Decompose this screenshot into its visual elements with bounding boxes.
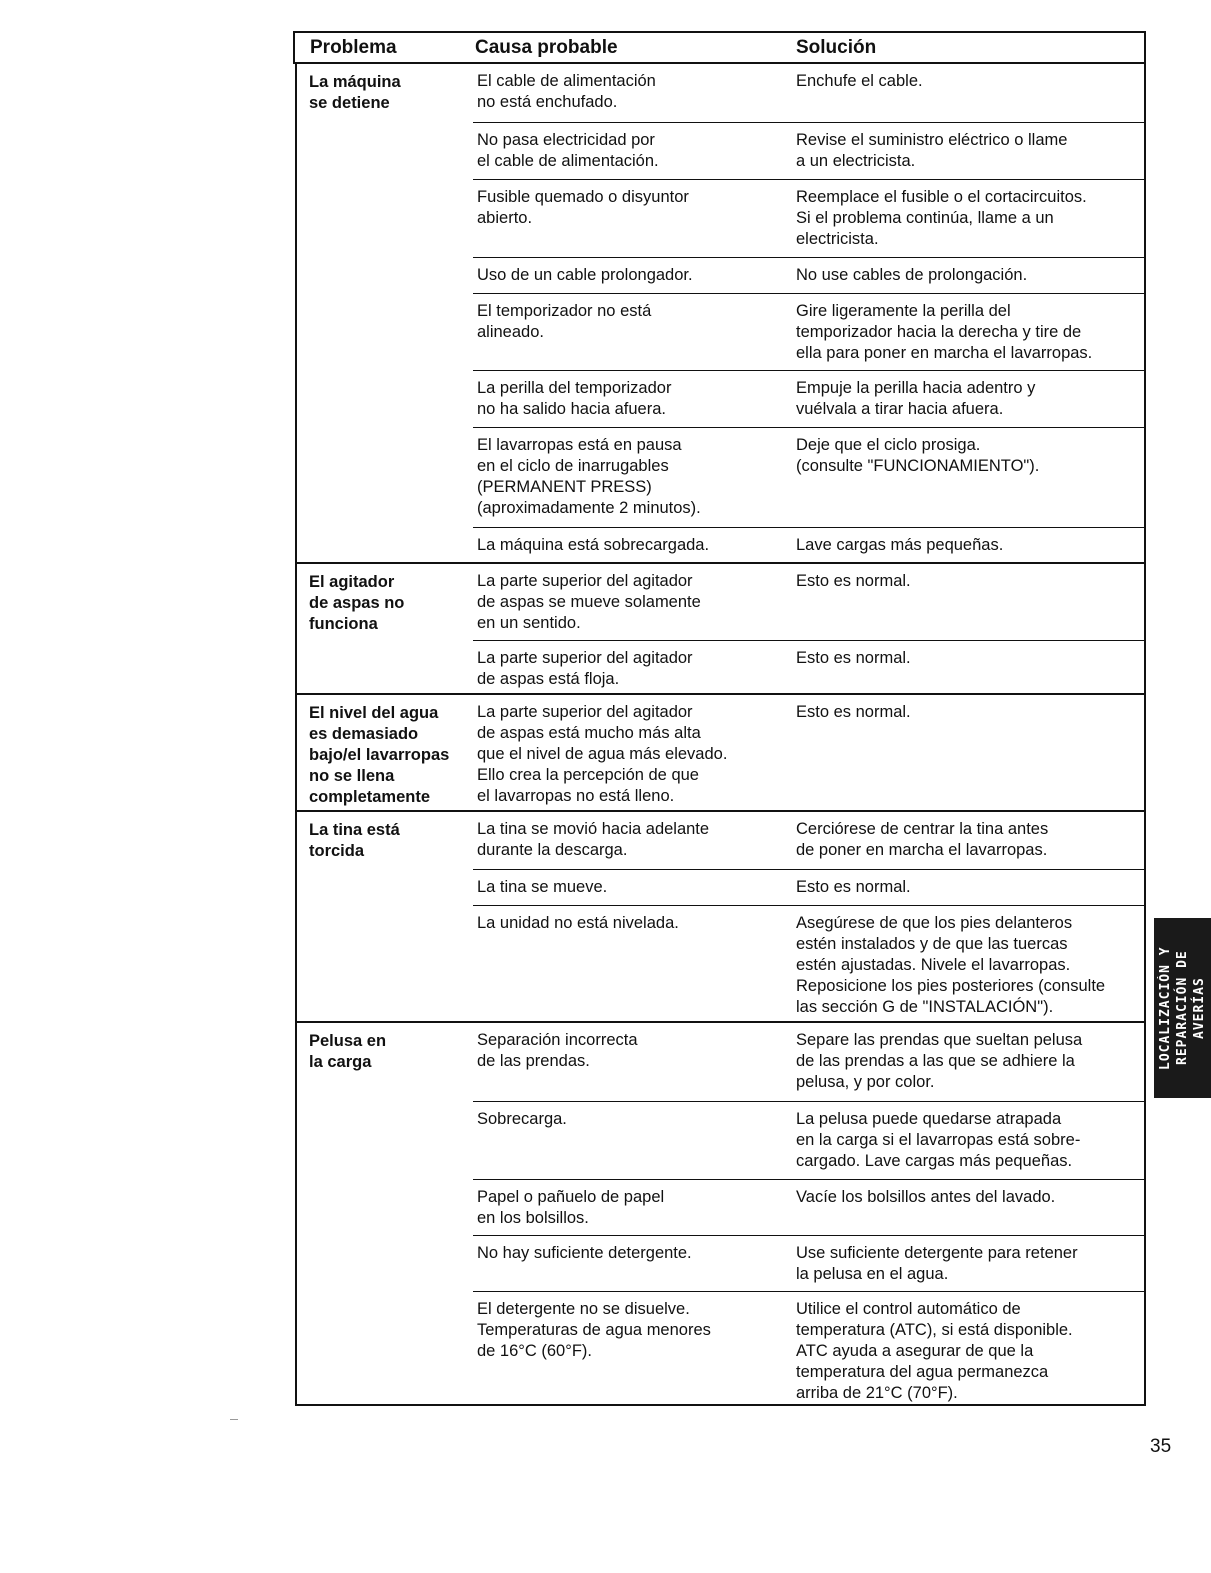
cause-cell: Sobrecarga.	[477, 1110, 567, 1128]
problem-group	[295, 64, 1146, 564]
section-side-tab	[1154, 918, 1211, 1098]
cause-cell: Separación incorrecta de las prendas.	[477, 1031, 638, 1070]
troubleshooting-table	[293, 31, 1146, 1406]
cause-cell: La parte superior del agitador de aspas se mueve solamente en un sentido.	[477, 572, 701, 632]
problem-group	[295, 564, 1146, 695]
table-row	[473, 564, 1146, 640]
header-solution: Solución	[796, 37, 877, 58]
header-cause: Causa probable	[475, 37, 618, 58]
table-row	[473, 122, 1146, 180]
solution-cell: Revise el suministro eléctrico o llame a un electricista.	[796, 131, 1068, 170]
solution-cell: Esto es normal.	[796, 649, 911, 667]
table-row	[473, 1179, 1146, 1236]
solution-cell: Use suficiente detergente para retener la pelusa en el agua.	[796, 1244, 1078, 1283]
table-row	[473, 640, 1146, 696]
cause-cell: La parte superior del agitador de aspas está mucho más alta que el nivel de agua más elevado. Ello crea la percepción de que el lavarropas no está lleno.	[477, 703, 728, 805]
cause-cell: El detergente no se disuelve. Temperaturas de agua menores de 16°C (60°F).	[477, 1300, 711, 1360]
cause-cell: Fusible quemado o disyuntor abierto.	[477, 188, 689, 227]
solution-cell: La pelusa puede quedarse atrapada en la carga si el lavarropas está sobre- cargado. Lave cargas más pequeñas.	[796, 1110, 1081, 1170]
solution-cell: Reemplace el fusible o el cortacircuitos. Si el problema continúa, llame a un electricista.	[796, 188, 1087, 248]
header-problem: Problema	[310, 37, 397, 58]
table-row	[473, 527, 1146, 565]
cause-cell: La máquina está sobrecargada.	[477, 536, 710, 554]
table-row	[473, 1291, 1146, 1407]
solution-cell: Esto es normal.	[796, 878, 911, 896]
cause-cell: La unidad no está nivelada.	[477, 914, 679, 932]
cause-cell: La tina se movió hacia adelante durante la descarga.	[477, 820, 710, 859]
problem-label: Pelusa en la carga	[309, 1032, 387, 1071]
solution-cell: Separe las prendas que sueltan pelusa de las prendas a las que se adhiere la pelusa, y por color.	[796, 1031, 1083, 1091]
table-row	[473, 812, 1146, 869]
problem-label: El agitador de aspas no funciona	[309, 573, 405, 633]
cause-cell: El cable de alimentación no está enchufado.	[477, 72, 656, 111]
table-row	[473, 293, 1146, 371]
solution-cell: Enchufe el cable.	[796, 72, 923, 90]
problem-group	[295, 812, 1146, 1023]
table-row	[473, 1235, 1146, 1292]
solution-cell: Gire ligeramente la perilla del temporizador hacia la derecha y tire de ella para poner en marcha el lavarropas.	[796, 302, 1093, 362]
table-row	[473, 905, 1146, 1024]
cause-cell: La tina se mueve.	[477, 878, 608, 896]
solution-cell: No use cables de prolongación.	[796, 266, 1028, 284]
problem-group	[295, 695, 1146, 812]
solution-cell: Esto es normal.	[796, 703, 911, 721]
table-row	[473, 1101, 1146, 1180]
solution-cell: Utilice el control automático de temperatura (ATC), si está disponible. ATC ayuda a asegurar de que la temperatura del agua permanezca arriba de 21°C (70°F).	[796, 1300, 1073, 1402]
table-row	[473, 1023, 1146, 1101]
solution-cell: Vacíe los bolsillos antes del lavado.	[796, 1188, 1056, 1206]
solution-cell: Empuje la perilla hacia adentro y vuélvala a tirar hacia afuera.	[796, 379, 1036, 418]
margin-mark	[230, 1419, 238, 1420]
cause-cell: No pasa electricidad por el cable de alimentación.	[477, 131, 659, 170]
cause-cell: No hay suficiente detergente.	[477, 1244, 692, 1262]
cause-cell: Uso de un cable prolongador.	[477, 266, 693, 284]
table-header	[293, 31, 1146, 64]
problem-label: La máquina se detiene	[309, 73, 401, 112]
table-row	[473, 257, 1146, 294]
table-row	[473, 64, 1146, 122]
cause-cell: El temporizador no está alineado.	[477, 302, 652, 341]
solution-cell: Asegúrese de que los pies delanteros estén instalados y de que las tuercas estén ajustadas. Nivele el lavarropas. Reposicione los pies posteriores (consulte las sección G de "INSTALACIÓN").	[796, 914, 1106, 1016]
problem-label: El nivel del agua es demasiado bajo/el lavarropas no se llena completamente	[309, 704, 450, 806]
cause-cell: La parte superior del agitador de aspas está floja.	[477, 649, 693, 688]
solution-cell: Lave cargas más pequeñas.	[796, 536, 1004, 554]
solution-cell: Esto es normal.	[796, 572, 911, 590]
solution-cell: Deje que el ciclo prosiga. (consulte "FUNCIONAMIENTO").	[796, 436, 1040, 475]
table-row	[473, 869, 1146, 906]
side-tab-label: LOCALIZACIÓN Y REPARACIÓN DE AVERÍAS	[1158, 946, 1207, 1070]
cause-cell: La perilla del temporizador no ha salido hacia afuera.	[477, 379, 672, 418]
page-number: 35	[1150, 1436, 1172, 1457]
table-row	[473, 427, 1146, 528]
cause-cell: Papel o pañuelo de papel en los bolsillos.	[477, 1188, 665, 1227]
table-row	[473, 179, 1146, 258]
problem-label: La tina está torcida	[309, 821, 400, 860]
table-row	[473, 370, 1146, 428]
problem-group	[295, 1023, 1146, 1406]
solution-cell: Cerciórese de centrar la tina antes de poner en marcha el lavarropas.	[796, 820, 1049, 859]
cause-cell: El lavarropas está en pausa en el ciclo de inarrugables (PERMANENT PRESS) (aproximadamente 2 minutos).	[477, 436, 701, 517]
table-row	[473, 695, 1146, 812]
